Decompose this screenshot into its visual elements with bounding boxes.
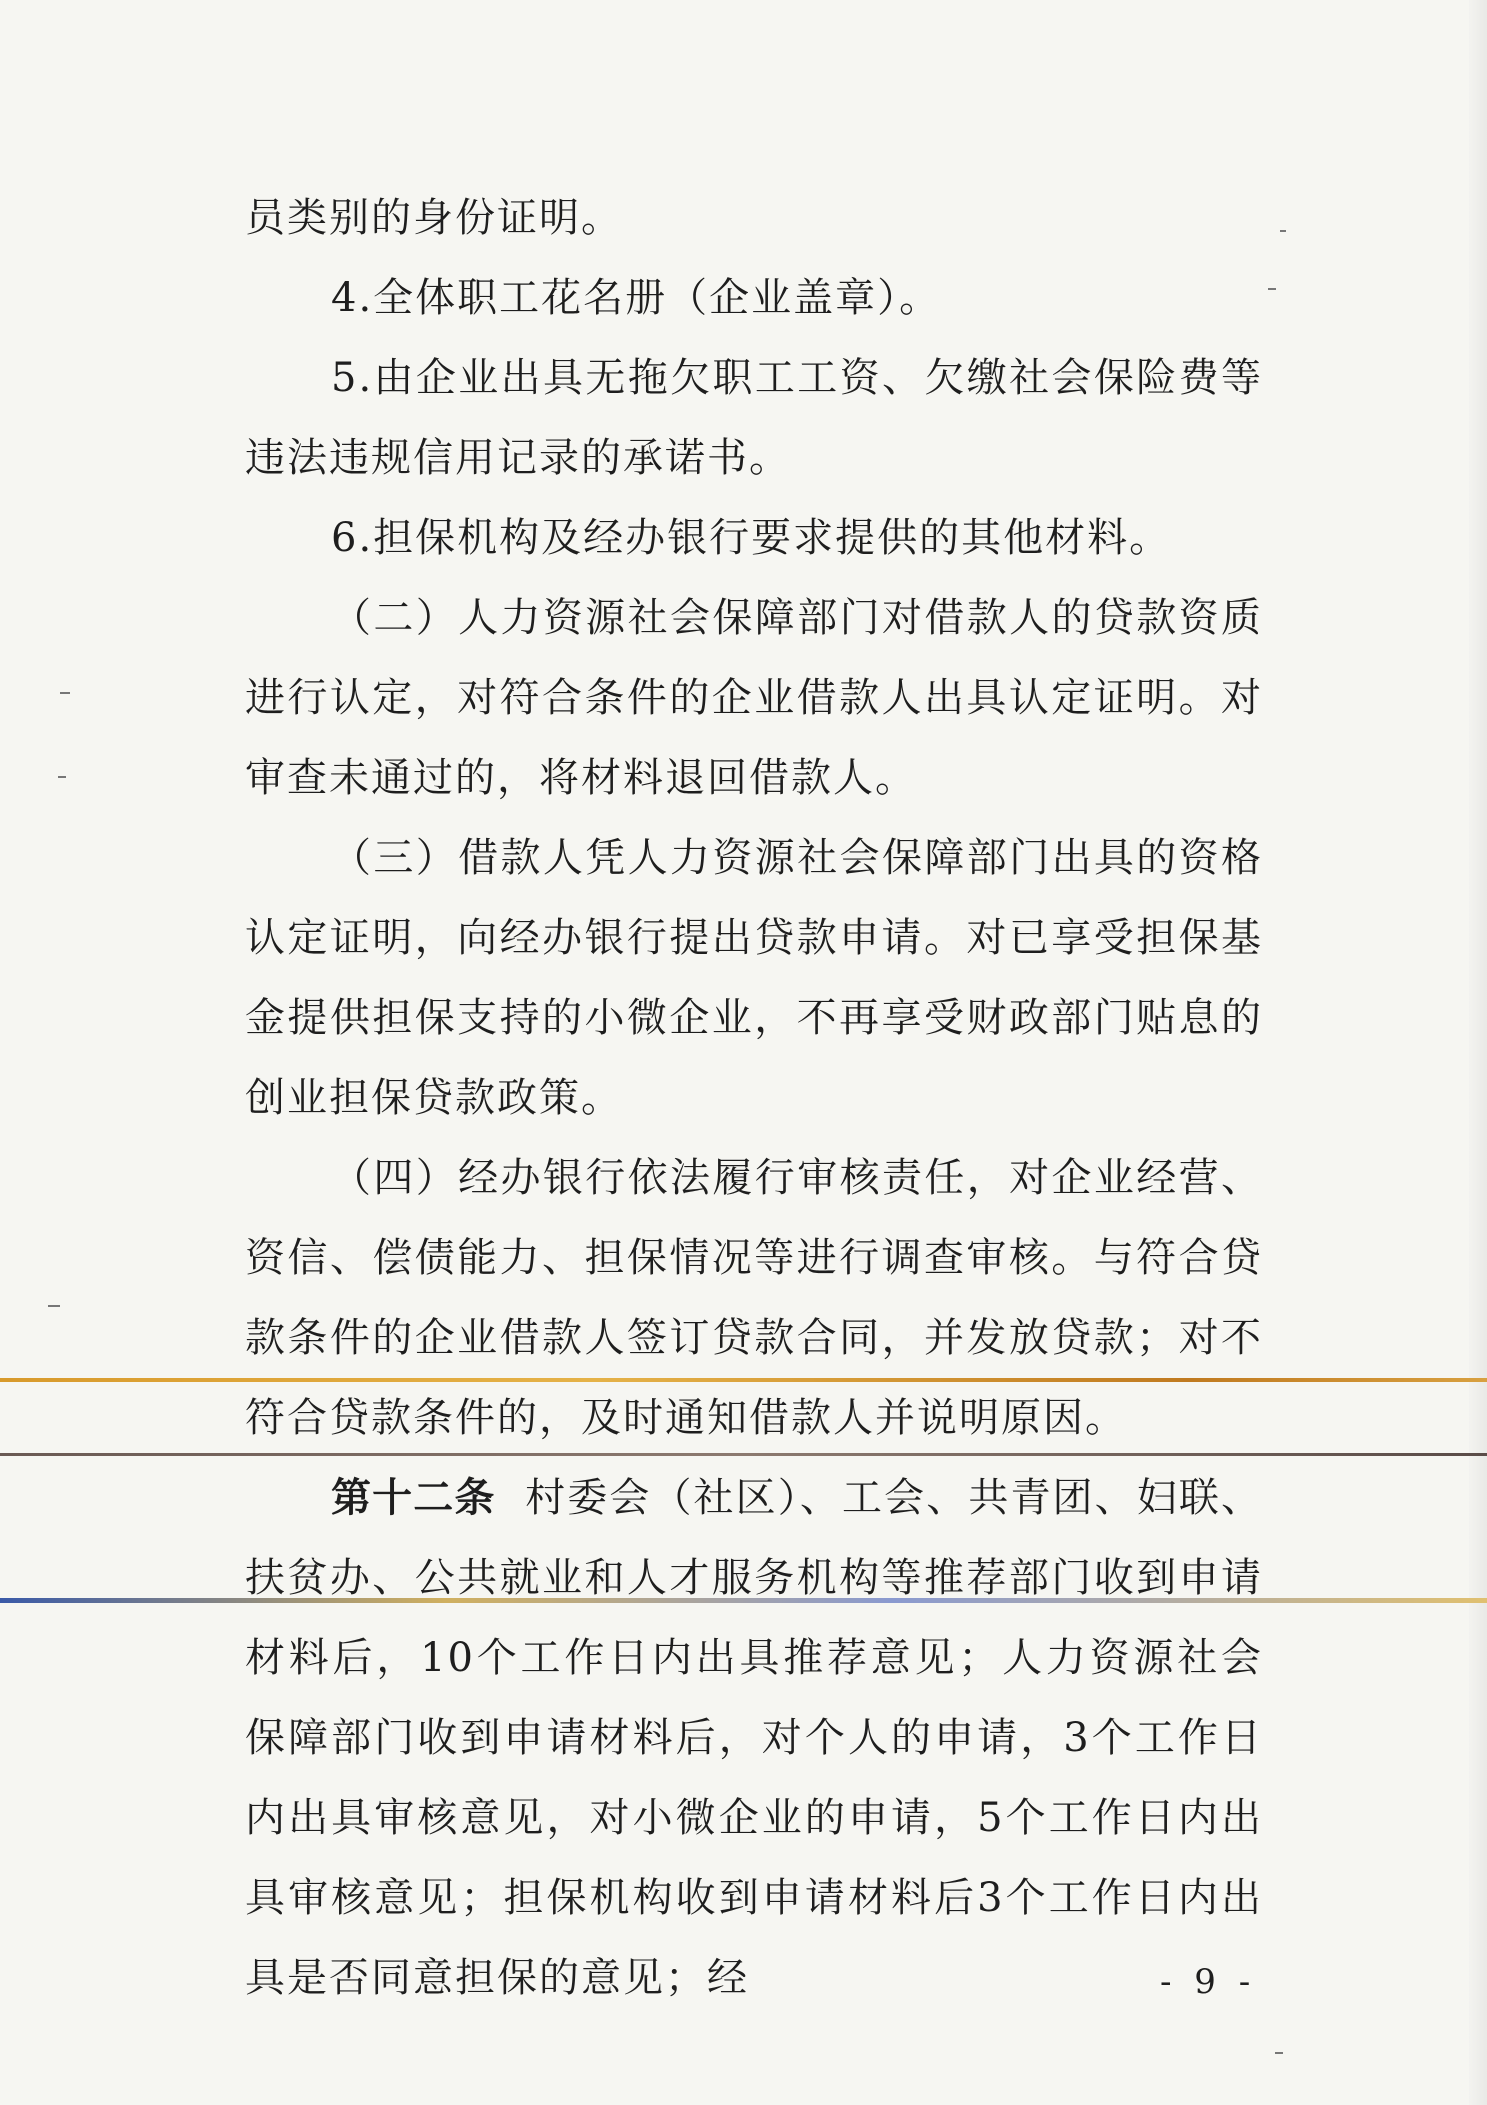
paragraph: 员类别的身份证明。 (245, 195, 623, 241)
scan-speck (48, 1305, 60, 1307)
paragraph: （四）经办银行依法履行审核责任，对企业经营、资信、偿债能力、担保情况等进行调查审核。与符合贷款条件的企业借款人签订贷款合同，并发放贷款；对不符合贷款条件的，及时通知借款人并说明原因。 (245, 1155, 1263, 1441)
document-body (245, 178, 1263, 2018)
paragraph: （三）借款人凭人力资源社会保障部门出具的资格认定证明，向经办银行提出贷款申请。对已享受担保基金提供担保支持的小微企业，不再享受财政部门贴息的创业担保贷款政策。 (245, 835, 1263, 1121)
paragraph: （二）人力资源社会保障部门对借款人的贷款资质进行认定，对符合条件的企业借款人出具认定证明。对审查未通过的，将材料退回借款人。 (245, 595, 1263, 801)
paragraph: 4.全体职工花名册（企业盖章）。 (331, 275, 942, 321)
paragraph: 5.由企业出具无拖欠职工工资、欠缴社会保险费等违法违规信用记录的承诺书。 (245, 355, 1263, 481)
scan-speck (58, 776, 66, 778)
scan-speck (60, 692, 70, 694)
article-paragraph (245, 1458, 1263, 2018)
article-heading: 第十二条 (331, 1474, 496, 1521)
scan-speck (1280, 230, 1286, 232)
paragraph: 6.担保机构及经办银行要求提供的其他材料。 (331, 515, 1172, 561)
scan-speck (1268, 288, 1276, 290)
scan-edge-shadow (1469, 0, 1487, 2105)
page-number: - 9 - (1160, 1962, 1257, 2002)
article-text: 村委会（社区）、工会、共青团、妇联、扶贫办、公共就业和人才服务机构等推荐部门收到申请材料后，10个工作日内出具推荐意见；人力资源社会保障部门收到申请材料后，对个人的申请，3个工作日内出具审核意见，对小微企业的申请，5个工作日内出具审核意见；担保机构收到申请材料后3个工作日内出具是否同意担保的意见；经 (245, 1475, 1264, 2001)
scan-speck (1275, 2052, 1283, 2054)
